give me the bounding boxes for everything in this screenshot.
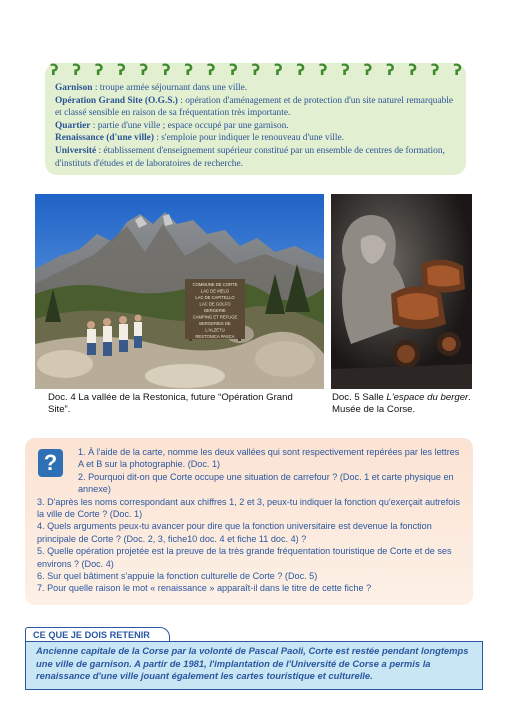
spiral-icon: ʔ — [274, 61, 283, 79]
doc5-caption-italic: L'espace du berger — [386, 392, 469, 403]
glossary-entry — [55, 82, 459, 95]
sign-line: LAC DE GOLFO — [199, 301, 231, 307]
glossary-term: Quartier — [55, 120, 91, 131]
question-mark-icon: ? — [38, 449, 63, 477]
glossary-term: Opération Grand Site (O.G.S.) — [55, 95, 178, 106]
spiral-icon: ʔ — [341, 61, 350, 79]
spiral-icon: ʔ — [229, 61, 238, 79]
spiral-icon: ʔ — [94, 61, 104, 79]
sign-line: CAMPING ET REFUGE — [192, 314, 238, 320]
glossary-entry — [55, 120, 459, 133]
doc5-caption-suffix: . Musée de la Corse. — [332, 392, 471, 416]
glossary-definition: : opération d'aménagement et de protection d'un site naturel remarquable et classé sensible en raison de sa fréquentation très importante. — [55, 95, 454, 119]
spiral-icon: ʔ — [408, 61, 418, 79]
spiral-icon: ʔ — [184, 61, 194, 79]
question-item: 6. Sur quel bâtiment s'appuie la fonction culturelle de Corte ? (Doc. 5) — [37, 571, 318, 582]
glossary-text — [55, 82, 459, 170]
doc5-photo — [331, 194, 472, 389]
sign-line: COMMUNE DE CORTE — [192, 282, 238, 287]
doc5-caption-prefix: Doc. 5 Salle — [332, 392, 387, 403]
spiral-icon: ʔ — [50, 61, 59, 79]
spiral-icon: ʔ — [139, 61, 149, 79]
glossary-term: Université — [55, 145, 97, 156]
question-item: 3. D'après les noms correspondant aux chiffres 1, 2 et 3, peux-tu indiquer la fonction qu'exerçait autrefois la ville de Corte ? (Doc. 1) — [37, 496, 460, 520]
sign-line: BERGERIES DE — [199, 321, 231, 326]
glossary-definition: : partie d'une ville ; espace occupé par une garnison. — [90, 120, 289, 131]
spiral-icon: ʔ — [117, 61, 126, 79]
notebook-spiral — [50, 63, 462, 77]
sign-line: L'ALZETU — [205, 327, 225, 333]
spiral-icon: ʔ — [386, 61, 395, 79]
doc4-photo — [35, 194, 324, 389]
sign-line: LAC DE CAPITELLO — [195, 295, 235, 300]
glossary-definition: : établissement d'enseignement supérieur constitué par un ensemble de centres de formation, d'instituts d'études et de laboratoires de recherche. — [55, 145, 445, 169]
question-item: 1. À l'aide de la carte, nomme les deux vallées qui sont respectivement repérées par les lettres A et B sur la photographie. (Doc. 1) — [78, 447, 460, 470]
retain-text: Ancienne capitale de la Corse par la volonté de Pascal Paoli, Corte est restée pendant longtemps une ville de garnison. A partir de 1981, l'implantation de l'Université de Corse a permis la renaissance d'une ville jouant également les cartes touristique et culturelle. — [36, 645, 469, 682]
question-item: 4. Quels arguments peux-tu avancer pour dire que la fonction universitaire est devenue la fonction principale de Corte ? (Doc. 2, 3, fiche10 doc. 4 et fiche 11 doc. 4) ? — [37, 521, 432, 544]
sign-line: BERGERIE — [204, 308, 226, 313]
spiral-icon: ʔ — [251, 61, 261, 79]
spiral-icon: ʔ — [363, 61, 373, 79]
glossary-entry — [55, 132, 459, 145]
questions-list — [37, 446, 465, 595]
spiral-icon: ʔ — [296, 61, 306, 79]
retain-title: CE QUE JE DOIS RETENIR — [25, 627, 170, 642]
glossary-definition: : troupe armée séjournant dans une ville. — [92, 83, 248, 93]
spiral-icon: ʔ — [206, 61, 216, 79]
spiral-icon: ʔ — [162, 61, 171, 79]
question-item: 7. Pour quelle raison le mot « renaissance » apparaît-il dans le titre de cette fiche ? — [37, 583, 372, 594]
glossary-term: Garnison — [55, 83, 93, 93]
spiral-icon: ʔ — [453, 61, 462, 79]
question-item: 2. Pourquoi dit-on que Corte occupe une situation de carrefour ? (Doc. 1 et carte physique en annexe) — [78, 471, 454, 495]
glossary-entry — [55, 95, 459, 120]
museum-room-image — [331, 194, 472, 389]
restonica-valley-image — [35, 194, 324, 389]
spiral-icon: ʔ — [318, 61, 328, 79]
spiral-icon: ʔ — [430, 61, 440, 79]
doc5-caption — [332, 392, 472, 416]
glossary-term: Renaissance (d'une ville) — [55, 133, 154, 144]
doc4-caption: Doc. 4 La vallée de la Restonica, future “Opération Grand Site”. — [48, 392, 293, 416]
sign-line: RESTONICA PASCA — [195, 334, 235, 339]
question-item: 5. Quelle opération projetée est la preuve de la très grande fréquentation touristique de Corte et de ses environs ? (Doc. 4) — [37, 546, 452, 569]
sign-line: LAC DE MELO — [200, 288, 230, 294]
glossary-definition: : s'emploie pour indiquer le renouveau d'une ville. — [153, 133, 345, 144]
spiral-icon: ʔ — [72, 61, 81, 79]
glossary-entry — [55, 145, 459, 170]
